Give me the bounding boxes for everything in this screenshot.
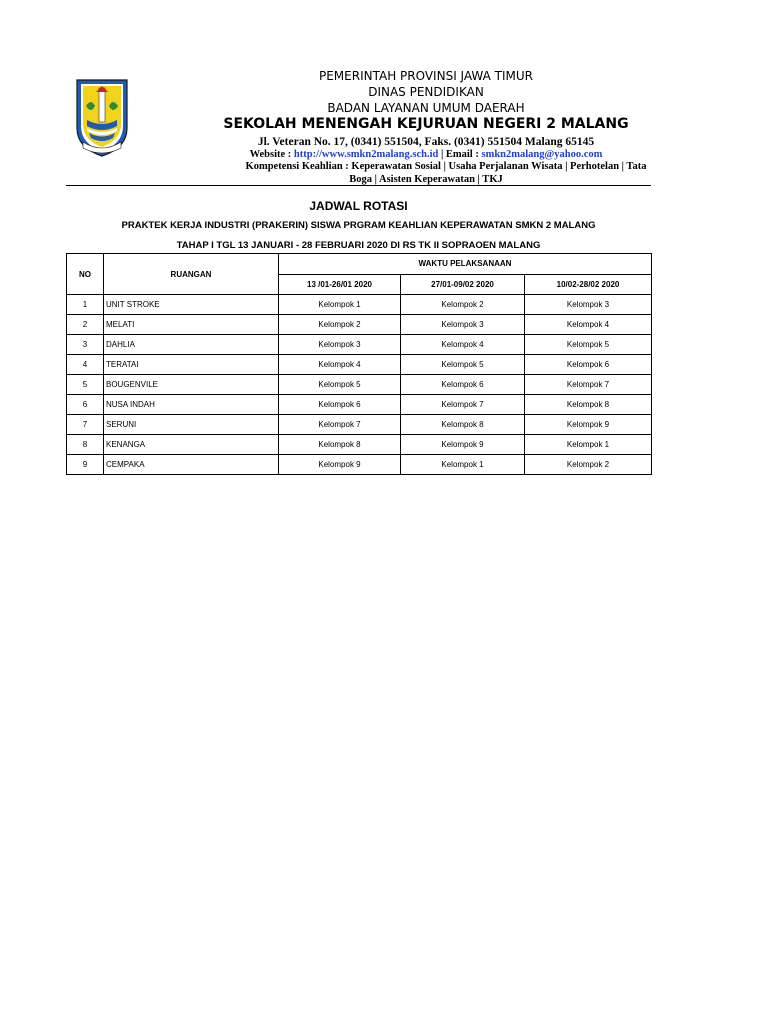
group-cell: Kelompok 9	[525, 415, 652, 435]
period-header: 27/01-09/02 2020	[401, 274, 525, 295]
header-department: DINAS PENDIDIKAN	[368, 85, 484, 99]
group-cell: Kelompok 7	[525, 375, 652, 395]
group-cell: Kelompok 5	[525, 335, 652, 355]
rotation-schedule-table	[66, 253, 652, 475]
period-header: 13 /01-26/01 2020	[279, 274, 401, 295]
group-cell: Kelompok 8	[401, 415, 525, 435]
group-cell: Kelompok 4	[279, 355, 401, 375]
group-cell: Kelompok 2	[279, 315, 401, 335]
table-row	[67, 355, 652, 375]
table-row	[67, 395, 652, 415]
row-number: 6	[67, 395, 104, 415]
room-name: NUSA INDAH	[104, 395, 279, 415]
group-cell: Kelompok 9	[279, 455, 401, 475]
room-name: TERATAI	[104, 355, 279, 375]
group-cell: Kelompok 5	[401, 355, 525, 375]
competence-line-1: Kompetensi Keahlian : Keperawatan Sosial | Usaha Perjalanan Wisata | Perhotelan | Tata	[245, 161, 647, 172]
room-name: KENANGA	[104, 435, 279, 455]
header-agency: BADAN LAYANAN UMUM DAERAH	[327, 101, 525, 115]
row-number: 2	[67, 315, 104, 335]
row-number: 8	[67, 435, 104, 455]
table-row	[67, 415, 652, 435]
room-name: SERUNI	[104, 415, 279, 435]
group-cell: Kelompok 6	[401, 375, 525, 395]
group-cell: Kelompok 1	[525, 435, 652, 455]
row-number: 9	[67, 455, 104, 475]
column-header-schedule: WAKTU PELAKSANAAN	[279, 254, 652, 275]
group-cell: Kelompok 6	[525, 355, 652, 375]
row-number: 5	[67, 375, 104, 395]
row-number: 4	[67, 355, 104, 375]
group-cell: Kelompok 9	[401, 435, 525, 455]
table-row	[67, 455, 652, 475]
group-cell: Kelompok 8	[525, 395, 652, 415]
school-name: SEKOLAH MENENGAH KEJURUAN NEGERI 2 MALANG	[223, 116, 629, 132]
group-cell: Kelompok 3	[525, 295, 652, 315]
period-header: 10/02-28/02 2020	[525, 274, 652, 295]
website-link[interactable]: http://www.smkn2malang.sch.id	[293, 149, 439, 160]
group-cell: Kelompok 5	[279, 375, 401, 395]
group-cell: Kelompok 2	[525, 455, 652, 475]
group-cell: Kelompok 3	[401, 315, 525, 335]
group-cell: Kelompok 6	[279, 395, 401, 415]
document-title: JADWAL ROTASI	[309, 199, 408, 213]
group-cell: Kelompok 3	[279, 335, 401, 355]
group-cell: Kelompok 1	[401, 455, 525, 475]
table-row	[67, 295, 652, 315]
header-divider	[66, 185, 651, 186]
header-government: PEMERINTAH PROVINSI JAWA TIMUR	[318, 69, 533, 83]
competence-line-2: Boga | Asisten Keperawatan | TKJ	[349, 174, 503, 185]
row-number: 1	[67, 295, 104, 315]
column-header-room: RUANGAN	[104, 254, 279, 295]
table-row	[67, 375, 652, 395]
table-row	[67, 315, 652, 335]
table-row	[67, 435, 652, 455]
row-number: 7	[67, 415, 104, 435]
room-name: DAHLIA	[104, 335, 279, 355]
group-cell: Kelompok 7	[401, 395, 525, 415]
room-name: CEMPAKA	[104, 455, 279, 475]
email-link[interactable]: smkn2malang@yahoo.com	[481, 149, 603, 160]
school-address: Jl. Veteran No. 17, (0341) 551504, Faks. (0341) 551504 Malang 65145	[257, 136, 595, 148]
group-cell: Kelompok 8	[279, 435, 401, 455]
table-row	[67, 335, 652, 355]
room-name: UNIT STROKE	[104, 295, 279, 315]
row-number: 3	[67, 335, 104, 355]
document-subtitle: PRAKTEK KERJA INDUSTRI (PRAKERIN) SISWA PRGRAM KEAHLIAN KEPERAWATAN SMKN 2 MALANG	[121, 220, 596, 231]
website-label: Website :	[249, 149, 294, 160]
group-cell: Kelompok 4	[525, 315, 652, 335]
group-cell: Kelompok 2	[401, 295, 525, 315]
room-name: MELATI	[104, 315, 279, 335]
contact-line	[42, 149, 768, 160]
group-cell: Kelompok 7	[279, 415, 401, 435]
room-name: BOUGENVILE	[104, 375, 279, 395]
group-cell: Kelompok 1	[279, 295, 401, 315]
email-label: | Email :	[438, 149, 482, 160]
column-header-no: NO	[67, 254, 104, 295]
group-cell: Kelompok 4	[401, 335, 525, 355]
document-period: TAHAP I TGL 13 JANUARI - 28 FEBRUARI 2020 DI RS TK II SOPRAOEN MALANG	[176, 240, 541, 251]
